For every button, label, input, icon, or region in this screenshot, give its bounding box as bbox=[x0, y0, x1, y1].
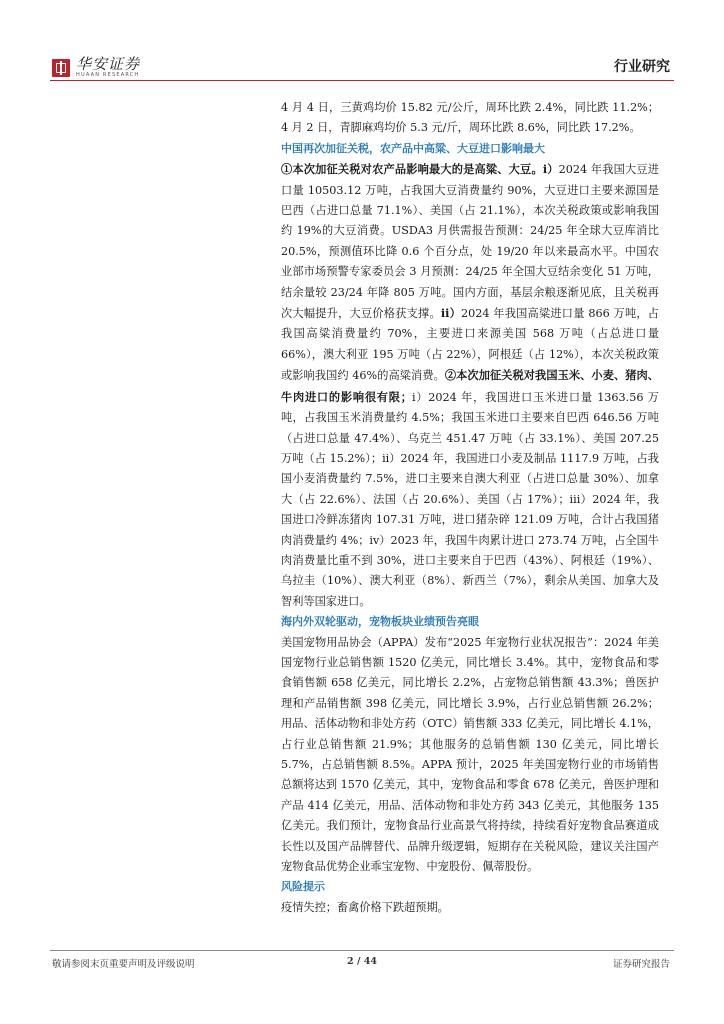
footer-disclaimer: 敬请参阅末页重要声明及评级说明 bbox=[52, 959, 195, 970]
logo-chinese-name: 华安证券 bbox=[76, 55, 141, 73]
text-sorghum: 2024 年我国高粱进口量 866 万吨，占我国高粱消费量约 70%，主要进口来源美国 568 万吨（占总进口量 66%），澳大利亚 195 万吨（占 22%），阿根廷（占 12%），本次关税政策或影响我国约 46%的高粱消费。 bbox=[281, 307, 659, 383]
paragraph-soybean-sorghum bbox=[281, 159, 659, 612]
section-title-pets: 海内外双轮驱动，宠物板块业绩预告亮眼 bbox=[281, 615, 479, 629]
company-logo bbox=[52, 56, 140, 79]
report-type-label: 行业研究 bbox=[614, 59, 670, 75]
section-title-risk: 风险提示 bbox=[281, 880, 325, 894]
text-soybean: 2024 年我国大豆进口量 10503.12 万吨，占我国大豆消费量约 90%，大豆进口主要来源国是巴西（占进口总量 71.1%）、美国（占 21.1%），本次关税政策或影响我国约 19%的大豆消费。USDA3 月供需报告预测：24/25 年全球大豆库消比 20.5%，预测值环比降 0.6 个百分点，处 19/20 年以来最高水平。中国农业部市场预警专家委员会 3 月预测：24/25 年全国大豆结余变化 51 万吨，结余量较 23/24 年降 805 万吨。国内方面，基层余粮逐渐见底，且关税再次大幅提升，大豆价格获支撑。 bbox=[281, 163, 659, 321]
paragraph-pet-industry: 美国宠物用品协会（APPA）发布“2025 年宠物行业状况报告”：2024 年美国宠物行业总销售额 1520 亿美元，同比增长 3.4%。其中，宠物食品和零食销售额 658 亿美元，同比增长 2.2%，占宠物总销售额 43.3%；兽医护理和产品销售额 398 亿美元，同比增长 3.9%，占行业总销售额 26.2%；用品、活体动物和非处方药（OTC）销售额 333 亿美元，同比增长 4.1%，占行业总销售额 21.9%；其他服务的总销售额 130 亿美元，同比增长 5.7%，占总销售额 8.5%。APPA 预计，2025 年美国宠物行业的市场销售总额将达到 1570 亿美元，其中，宠物食品和零食 678 亿美元，兽医护理和产品 414 亿美元，用品、活体动物和非处方药 343 亿美元，其他服务 135 亿美元。我们预计，宠物食品行业高景气将持续，持续看好宠物食品赛道成长性以及国产品牌替代、品牌升级逻辑，短期存在关税风险，建议关注国产宠物食品优势企业乖宝宠物、中宠股份、佩蒂股份。 bbox=[281, 635, 659, 874]
bold-lead-2: ii） bbox=[440, 306, 462, 321]
main-content bbox=[281, 98, 659, 918]
section-title-tariffs: 中国再次加征关税，农产品中高粱、大豆进口影响最大 bbox=[281, 141, 545, 155]
text-corn-wheat-meat: i）2024 年，我国进口玉米进口量 1363.56 万吨，占我国玉米消费量约 4.5%；我国玉米进口主要来自巴西 646.56 万吨（占进口总量 47.4%）、乌克兰 451.47 万吨（占 33.1%）、美国 207.25 万吨（占 15.2%）；ii）2024 年，我国进口小麦及制品 1117.9 万吨，占我国小麦消费量约 7.5%，进口主要来自澳大利亚（占进口总量 30%）、加拿大（占 22.6%）、法国（占 20.6%）、美国（占 17%）；iii）2024 年，我国进口冷鲜冻猪肉 107.31 万吨，进口猪杂碎 121.09 万吨，合计占我国猪肉消费量约 4%；iv）2023 年，我国牛肉累计进口 273.74 万吨，占全国牛肉消费量比重不到 30%，进口主要来自于巴西（43%）、阿根廷（19%）、乌拉圭（10%）、澳大利亚（8%）、新西兰（7%），剩余从美国、加拿大及智利等国家进口。 bbox=[281, 390, 659, 608]
seal-icon bbox=[52, 59, 70, 77]
footer-report-label: 证券研究报告 bbox=[612, 959, 670, 970]
logo-english-name: HUAAN RESEARCH bbox=[76, 72, 140, 78]
page-header bbox=[0, 0, 724, 96]
bold-lead-3: ②本次加征关税对我国玉米、小麦、猪肉、牛肉进口的影响很有限； bbox=[281, 368, 659, 404]
footer-divider bbox=[50, 950, 674, 951]
header-divider bbox=[50, 80, 674, 81]
paragraph-risk: 疫情失控；畜禽价格下跌超预期。 bbox=[281, 900, 449, 914]
page-number: 2 / 44 bbox=[347, 956, 377, 967]
bold-lead-1: ①本次加征关税对农产品影响最大的是高粱、大豆。i） bbox=[281, 162, 559, 177]
paragraph-poultry-prices: 4 月 4 日，三黄鸡均价 15.82 元/公斤，周环比跌 2.4%，同比跌 11.2%；4 月 2 日，青脚麻鸡均价 5.3 元/斤，周环比跌 8.6%，同比跌 17.2%。 bbox=[281, 101, 659, 135]
